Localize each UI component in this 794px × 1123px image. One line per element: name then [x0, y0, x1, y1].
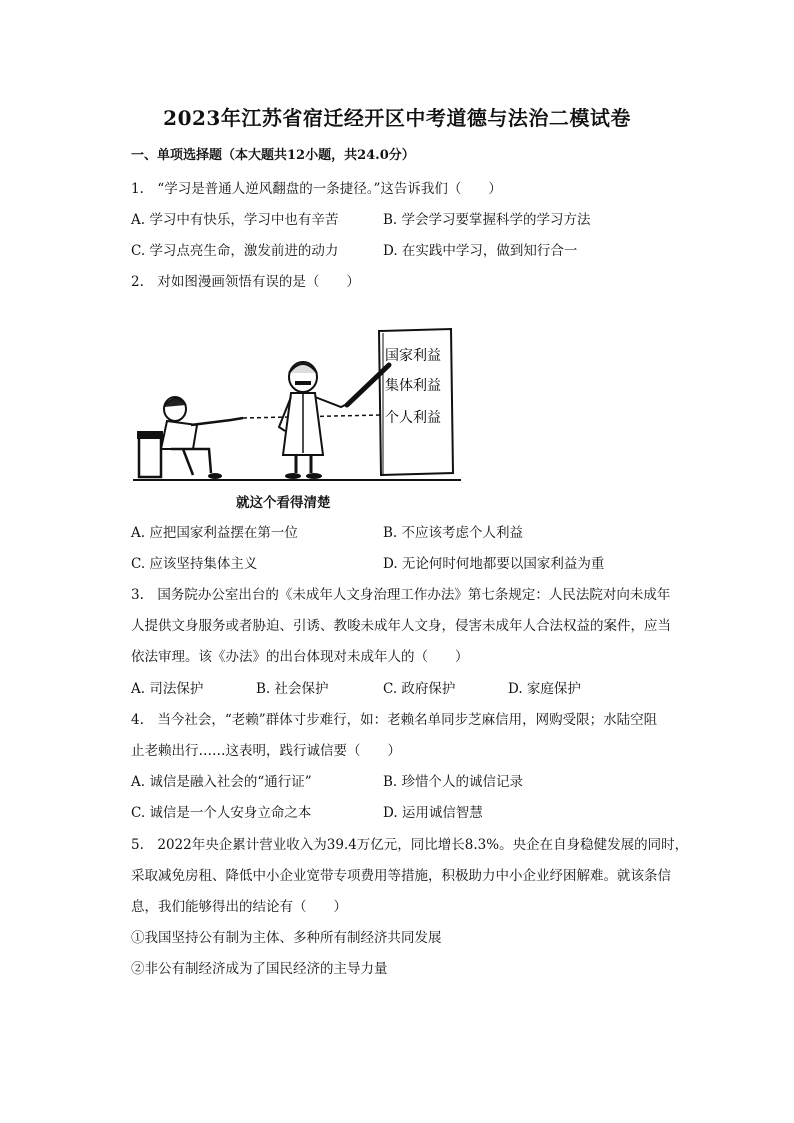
q2-option-b: B. 不应该考虑个人利益: [383, 525, 524, 541]
q1-option-d: D. 在实践中学习，做到知行合一: [383, 243, 578, 259]
q3-option-b: B. 社会保护: [256, 681, 329, 697]
question-5-line-3: 息，我们能够得出的结论有（ ）: [131, 899, 347, 915]
question-3-line-3: 依法审理。该《办法》的出台体现对未成年人的（ ）: [131, 649, 469, 665]
question-5-statement-2: ②非公有制经济成为了国民经济的主导力量: [131, 961, 388, 977]
student-figure: [137, 397, 243, 479]
q4-option-d: D. 运用诚信智慧: [383, 805, 483, 821]
q3-option-a: A. 司法保护: [131, 681, 204, 697]
exam-title: 2023年江苏省宿迁经开区中考道德与法治二模试卷: [163, 106, 631, 130]
board-item-national: 国家利益: [385, 348, 441, 364]
question-1-stem: 1. “学习是普通人逆风翻盘的一条捷径。”这告诉我们（ ）: [131, 181, 502, 197]
q3-option-c: C. 政府保护: [383, 681, 456, 697]
board-item-personal: 个人利益: [385, 410, 441, 426]
q2-option-d: D. 无论何时何地都要以国家利益为重: [383, 556, 605, 572]
cartoon-caption: 就这个看得清楚: [236, 495, 331, 511]
question-2-stem: 2. 对如图漫画领悟有误的是（ ）: [131, 274, 360, 290]
question-4-line-1: 4. 当今社会，“老赖”群体寸步难行，如：老赖名单同步芝麻信用，网购受限；水陆空阻: [131, 712, 658, 728]
section-heading: 一、单项选择题（本大题共12小题，共24.0分）: [131, 148, 415, 163]
question-5-line-1: 5. 2022年央企累计营业收入为39.4万亿元，同比增长8.3%。央企在自身稳健发展的同时，: [131, 837, 689, 853]
q1-option-b: B. 学会学习要掌握科学的学习方法: [383, 212, 591, 228]
q1-option-c: C. 学习点亮生命，激发前进的动力: [131, 243, 339, 259]
q3-option-d: D. 家庭保护: [508, 681, 581, 697]
question-5-statement-1: ①我国坚持公有制为主体、多种所有制经济共同发展: [131, 930, 442, 946]
question-3-line-2: 人提供文身服务或者胁迫、引诱、教唆未成年人文身，侵害未成年人合法权益的案件，应当: [131, 618, 671, 634]
q2-option-a: A. 应把国家利益摆在第一位: [131, 525, 298, 541]
question-3-line-1: 3. 国务院办公室出台的《未成年人文身治理工作办法》第七条规定：人民法院对向未成年: [131, 587, 671, 603]
teacher-figure: [279, 362, 389, 479]
q4-option-b: B. 珍惜个人的诚信记录: [383, 774, 524, 790]
board-item-collective: 集体利益: [385, 378, 441, 394]
question-4-line-2: 止老赖出行……这表明，践行诚信要（ ）: [131, 743, 401, 759]
q2-option-c: C. 应该坚持集体主义: [131, 556, 258, 572]
cartoon-figure: [131, 325, 466, 515]
q4-option-a: A. 诚信是融入社会的“通行证”: [131, 774, 312, 790]
question-5-line-2: 采取减免房租、降低中小企业宽带专项费用等措施，积极助力中小企业纾困解难。就该条信: [131, 868, 671, 884]
q1-option-a: A. 学习中有快乐，学习中也有辛苦: [131, 212, 339, 228]
q4-option-c: C. 诚信是一个人安身立命之本: [131, 805, 312, 821]
